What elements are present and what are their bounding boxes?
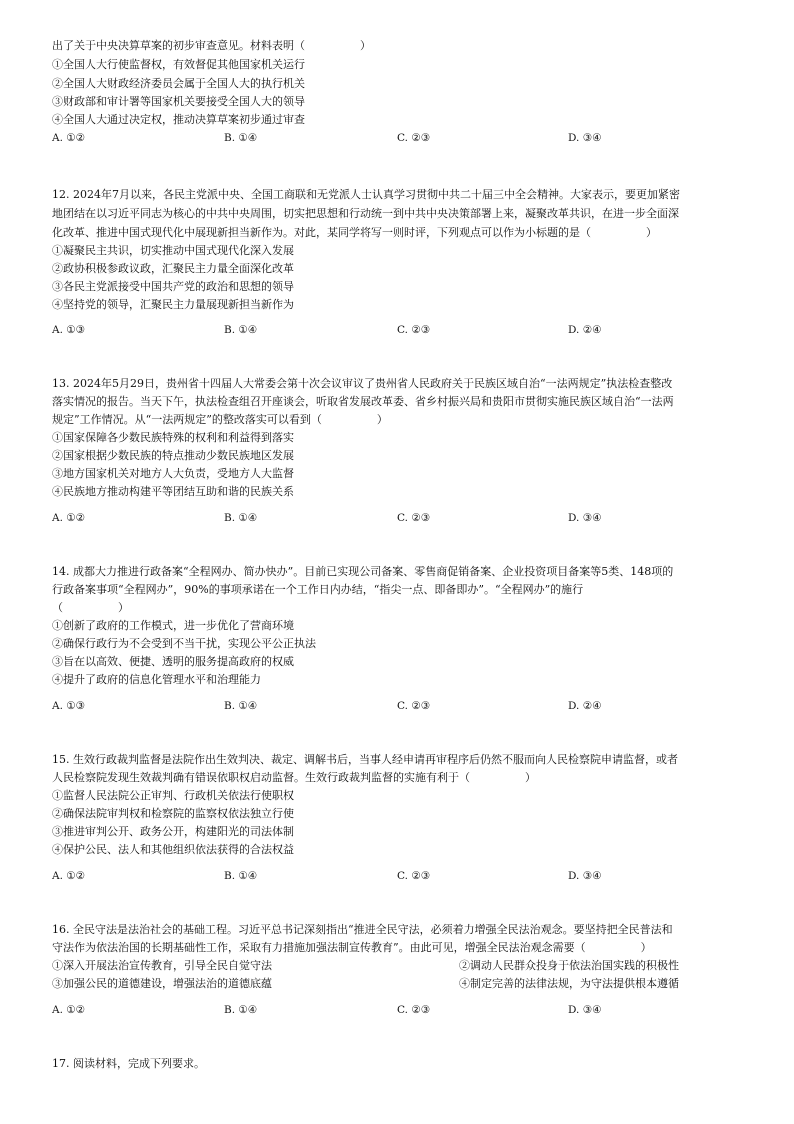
q16-option-a[interactable]: A. ①② bbox=[52, 1004, 86, 1016]
q15-option-c[interactable]: C. ②③ bbox=[397, 870, 431, 882]
q14-item-1: ①创新了政府的工作模式，进一步优化了营商环境 bbox=[52, 619, 294, 632]
q13-option-a[interactable]: A. ①② bbox=[52, 512, 86, 524]
q16-stem-line-2: 守法作为依法治国的长期基础性工作，采取有力措施加强法制宣传教育”。由此可见，增强全民法治观念需要（ ） bbox=[52, 941, 652, 954]
q14-item-3: ③旨在以高效、便捷、透明的服务提高政府的权威 bbox=[52, 655, 294, 668]
q13-item-4: ④民族地方推动构建平等团结互助和谐的民族关系 bbox=[52, 485, 294, 498]
q11-option-c[interactable]: C. ②③ bbox=[397, 132, 431, 144]
q13-item-1: ①国家保障各少数民族特殊的权利和利益得到落实 bbox=[52, 431, 294, 444]
q11-item-4: ④全国人大通过决定权，推动决算草案初步通过审查 bbox=[52, 113, 305, 126]
q14-option-b[interactable]: B. ①④ bbox=[224, 700, 258, 712]
q13-stem-line-1: 13. 2024年5月29日，贵州省十四届人大常委会第十次会议审议了贵州省人民政府关于民族区域自治“一法两规定”执法检查整改 bbox=[52, 377, 673, 390]
q14-option-c[interactable]: C. ②③ bbox=[397, 700, 431, 712]
q15-item-2: ②确保法院审判权和检察院的监察权依法独立行使 bbox=[52, 807, 294, 820]
q13-item-2: ②国家根据少数民族的特点推动少数民族地区发展 bbox=[52, 449, 294, 462]
q12-item-1: ①凝聚民主共识，切实推动中国式现代化深入发展 bbox=[52, 244, 294, 257]
q11-item-1: ①全国人大行使监督权，有效督促其他国家机关运行 bbox=[52, 58, 305, 71]
q15-stem-line-2: 人民检察院发现生效裁判确有错误依职权启动监督。生效行政裁判监督的实施有利于（ ） bbox=[52, 771, 536, 784]
q13-stem-line-2: 落实情况的报告。当天下午，执法检查组召开座谈会，听取省发展改革委、省乡村振兴局和贵阳市贯彻实施民族区域自治“一法两 bbox=[52, 395, 674, 408]
q16-item-2: ②调动人民群众投身于依法治国实践的积极性 bbox=[459, 959, 679, 972]
q12-option-b[interactable]: B. ①④ bbox=[224, 324, 258, 336]
q16-item-1: ①深入开展法治宣传教育，引导全民自觉守法 bbox=[52, 959, 272, 972]
q15-option-d[interactable]: D. ③④ bbox=[568, 870, 602, 882]
q16-stem-line-1: 16. 全民守法是法治社会的基础工程。习近平总书记深刻指出“推进全民守法，必须着力增强全民法治观念。要坚持把全民普法和 bbox=[52, 923, 673, 936]
q14-option-d[interactable]: D. ②④ bbox=[568, 700, 602, 712]
q13-option-b[interactable]: B. ①④ bbox=[224, 512, 258, 524]
q12-stem-line-2: 地团结在以习近平同志为核心的中共中央周围，切实把思想和行动统一到中共中央决策部署上来，凝聚改革共识，在进一步全面深 bbox=[52, 207, 679, 220]
q14-item-4: ④提升了政府的信息化管理水平和治理能力 bbox=[52, 673, 261, 686]
q11-item-2: ②全国人大财政经济委员会属于全国人大的执行机关 bbox=[52, 77, 305, 90]
q14-item-2: ②确保行政行为不会受到不当干扰，实现公平公正执法 bbox=[52, 637, 316, 650]
q14-stem-line-2: 行政备案事项“全程网办”，90%的事项承诺在一个工作日内办结，“指尖一点、即备即办”。“全程网办”的施行 bbox=[52, 583, 584, 596]
q16-option-c[interactable]: C. ②③ bbox=[397, 1004, 431, 1016]
q15-option-b[interactable]: B. ①④ bbox=[224, 870, 258, 882]
q12-option-d[interactable]: D. ②④ bbox=[568, 324, 602, 336]
q12-stem-line-3: 化改革、推进中国式现代化中展现新担当新作为。对此，某同学将写一则时评，下列观点可以作为小标题的是（ ） bbox=[52, 226, 657, 239]
q13-option-d[interactable]: D. ③④ bbox=[568, 512, 602, 524]
q11-option-a[interactable]: A. ①② bbox=[52, 132, 86, 144]
q13-item-3: ③地方国家机关对地方人大负责，受地方人大监督 bbox=[52, 467, 294, 480]
q11-option-b[interactable]: B. ①④ bbox=[224, 132, 258, 144]
q16-item-4: ④制定完善的法律法规，为守法提供根本遵循 bbox=[459, 977, 679, 990]
q16-option-b[interactable]: B. ①④ bbox=[224, 1004, 258, 1016]
q12-item-3: ③各民主党派接受中国共产党的政治和思想的领导 bbox=[52, 280, 294, 293]
q11-option-d[interactable]: D. ③④ bbox=[568, 132, 602, 144]
q12-item-2: ②政协积极参政议政，汇聚民主力量全面深化改革 bbox=[52, 262, 294, 275]
q13-option-c[interactable]: C. ②③ bbox=[397, 512, 431, 524]
q11-stem: 出了关于中央决算草案的初步审查意见。材料表明（ ） bbox=[52, 39, 371, 52]
q14-stem-line-3: （ ） bbox=[52, 601, 129, 614]
q15-option-a[interactable]: A. ①② bbox=[52, 870, 86, 882]
q15-item-1: ①监督人民法院公正审判、行政机关依法行使职权 bbox=[52, 789, 294, 802]
q11-item-3: ③财政部和审计署等国家机关要接受全国人大的领导 bbox=[52, 95, 305, 108]
q16-item-3: ③加强公民的道德建设，增强法治的道德底蕴 bbox=[52, 977, 272, 990]
q14-stem-line-1: 14. 成都大力推进行政备案“全程网办、简办快办”。目前已实现公司备案、零售商促销备案、企业投资项目备案等5类、148项的 bbox=[52, 565, 674, 578]
q14-option-a[interactable]: A. ①③ bbox=[52, 700, 86, 712]
q13-stem-line-3: 规定”工作情况。从“一法两规定”的整改落实可以看到（ ） bbox=[52, 413, 388, 426]
q17-stem: 17. 阅读材料，完成下列要求。 bbox=[52, 1057, 205, 1070]
q16-option-d[interactable]: D. ③④ bbox=[568, 1004, 602, 1016]
q15-item-3: ③推进审判公开、政务公开，构建阳光的司法体制 bbox=[52, 825, 294, 838]
q12-item-4: ④坚持党的领导，汇聚民主力量展现新担当新作为 bbox=[52, 298, 294, 311]
q15-item-4: ④保护公民、法人和其他组织依法获得的合法权益 bbox=[52, 843, 294, 856]
q15-stem-line-1: 15. 生效行政裁判监督是法院作出生效判决、裁定、调解书后，当事人经申请再审程序后仍然不服而向人民检察院申请监督，或者 bbox=[52, 753, 678, 766]
q12-stem-line-1: 12. 2024年7月以来，各民主党派中央、全国工商联和无党派人士认真学习贯彻中共二十届三中全会精神。大家表示，要更加紧密 bbox=[52, 188, 680, 201]
q12-option-a[interactable]: A. ①③ bbox=[52, 324, 86, 336]
q12-option-c[interactable]: C. ②③ bbox=[397, 324, 431, 336]
